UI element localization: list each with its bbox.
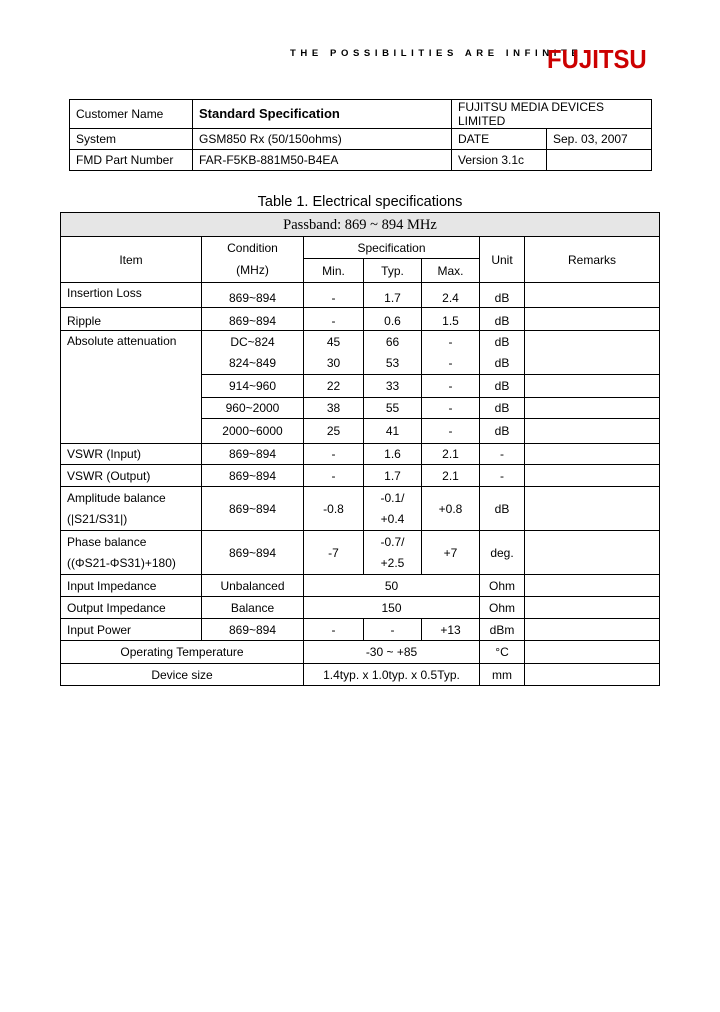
col-item: Item: [61, 237, 202, 283]
row-max: 2.1: [422, 465, 480, 487]
row-item: Ripple: [61, 308, 202, 331]
row-remarks: [525, 465, 660, 487]
table-row: [61, 575, 660, 597]
table-row: [61, 283, 660, 308]
row-remarks: [525, 419, 660, 444]
customer-value: Standard Specification: [193, 100, 452, 129]
row-remarks: [525, 664, 660, 686]
version: Version 3.1c: [452, 150, 547, 171]
row-min: 45: [304, 331, 364, 353]
row-remarks: [525, 641, 660, 664]
row-unit: Ohm: [480, 597, 525, 619]
row-remarks: [525, 308, 660, 331]
row-max: -: [422, 331, 480, 353]
row-condition: 869~894: [202, 465, 304, 487]
row-condition: 960~2000: [202, 398, 304, 419]
table-row: [61, 331, 660, 353]
row-unit: mm: [480, 664, 525, 686]
row-condition: 914~960: [202, 375, 304, 398]
row-remarks: [525, 444, 660, 465]
row-item: Absolute attenuation: [61, 331, 202, 444]
logo-text: FUJITSU: [547, 44, 647, 74]
row-value: 1.4typ. x 1.0typ. x 0.5Typ.: [304, 664, 480, 686]
row-unit: Ohm: [480, 575, 525, 597]
row-typ: 1.7: [364, 283, 422, 308]
col-condition: Condition: [202, 237, 304, 259]
row-condition: 2000~6000: [202, 419, 304, 444]
row-max: 1.5: [422, 308, 480, 331]
row-max: +13: [422, 619, 480, 641]
row-unit: -: [480, 444, 525, 465]
row-item-line1: Phase balance: [67, 535, 147, 549]
col-min: Min.: [304, 259, 364, 283]
customer-label: Customer Name: [70, 100, 193, 129]
table-row: [61, 308, 660, 331]
row-item: Device size: [61, 664, 304, 686]
row-typ: [364, 487, 422, 531]
fujitsu-logo: [547, 44, 647, 80]
row-typ: -: [364, 619, 422, 641]
table-row: [61, 487, 660, 531]
date-label: DATE: [452, 129, 547, 150]
row-remarks: [525, 283, 660, 308]
row-item-line1: Amplitude balance: [67, 491, 166, 505]
col-typ: Typ.: [364, 259, 422, 283]
row-min: 38: [304, 398, 364, 419]
row-remarks: [525, 487, 660, 531]
table-row: [61, 664, 660, 686]
row-typ-line1: -0.1/: [380, 491, 405, 505]
row-value: 150: [304, 597, 480, 619]
row-item: Output Impedance: [61, 597, 202, 619]
row-item: Operating Temperature: [61, 641, 304, 664]
row-item: Insertion Loss: [61, 283, 202, 308]
row-remarks: [525, 619, 660, 641]
row-unit: dB: [480, 308, 525, 331]
row-unit: dB: [480, 398, 525, 419]
row-unit: dB: [480, 353, 525, 375]
row-remarks: [525, 375, 660, 398]
part-number-value: FAR-F5KB-881M50-B4EA: [193, 150, 452, 171]
table-row: [61, 465, 660, 487]
row-min: -: [304, 308, 364, 331]
row-condition: 869~894: [202, 487, 304, 531]
system-label: System: [70, 129, 193, 150]
table-row: [61, 619, 660, 641]
row-remarks: [525, 331, 660, 375]
row-item: Input Impedance: [61, 575, 202, 597]
company-name: FUJITSU MEDIA DEVICES LIMITED: [452, 100, 652, 129]
row-remarks: [525, 597, 660, 619]
col-condition-unit: (MHz): [202, 259, 304, 283]
row-min: 25: [304, 419, 364, 444]
col-remarks: Remarks: [525, 237, 660, 283]
row-max: -: [422, 398, 480, 419]
row-typ-line2: +0.4: [380, 512, 405, 526]
row-min: -: [304, 283, 364, 308]
row-unit: dB: [480, 331, 525, 353]
electrical-spec-table: [60, 212, 660, 686]
row-unit: deg.: [480, 531, 525, 575]
row-unit: dBm: [480, 619, 525, 641]
row-typ: 66: [364, 331, 422, 353]
row-typ: 53: [364, 353, 422, 375]
row-typ: 41: [364, 419, 422, 444]
row-condition: Unbalanced: [202, 575, 304, 597]
row-max: -: [422, 419, 480, 444]
row-max: +7: [422, 531, 480, 575]
row-max: -: [422, 375, 480, 398]
row-min: 22: [304, 375, 364, 398]
table-row: [61, 444, 660, 465]
row-condition: DC~824: [202, 331, 304, 353]
row-typ-line2: +2.5: [380, 556, 405, 570]
row-item: VSWR (Output): [61, 465, 202, 487]
row-typ-line1: -0.7/: [380, 535, 405, 549]
row-typ: 55: [364, 398, 422, 419]
row-condition: 869~894: [202, 444, 304, 465]
row-item-line2: (|S21/S31|): [67, 512, 128, 526]
row-remarks: [525, 398, 660, 419]
table-title: Table 1. Electrical specifications: [257, 194, 463, 210]
row-value: 50: [304, 575, 480, 597]
col-unit: Unit: [480, 237, 525, 283]
row-unit: -: [480, 465, 525, 487]
row-typ: [364, 531, 422, 575]
row-item: [61, 531, 202, 575]
row-max: 2.1: [422, 444, 480, 465]
table-row: [61, 597, 660, 619]
row-unit: dB: [480, 283, 525, 308]
row-unit: °C: [480, 641, 525, 664]
row-remarks: [525, 531, 660, 575]
row-unit: dB: [480, 487, 525, 531]
document-header-table: [69, 99, 652, 171]
row-max: -: [422, 353, 480, 375]
row-min: -7: [304, 531, 364, 575]
date-value: Sep. 03, 2007: [547, 129, 652, 150]
row-min: -: [304, 465, 364, 487]
row-value: -30 ~ +85: [304, 641, 480, 664]
row-min: -: [304, 444, 364, 465]
row-item: [61, 487, 202, 531]
row-unit: dB: [480, 375, 525, 398]
row-remarks: [525, 575, 660, 597]
system-value: GSM850 Rx (50/150ohms): [193, 129, 452, 150]
row-item: Input Power: [61, 619, 202, 641]
table-row: [61, 531, 660, 575]
row-condition: 824~849: [202, 353, 304, 375]
passband-header: Passband: 869 ~ 894 MHz: [61, 213, 660, 237]
row-typ: 1.6: [364, 444, 422, 465]
row-max: 2.4: [422, 283, 480, 308]
col-specification: Specification: [304, 237, 480, 259]
tagline: THE POSSIBILITIES ARE INFINITE: [290, 48, 583, 59]
row-condition: 869~894: [202, 308, 304, 331]
row-typ: 1.7: [364, 465, 422, 487]
row-condition: 869~894: [202, 619, 304, 641]
row-item: VSWR (Input): [61, 444, 202, 465]
row-unit: dB: [480, 419, 525, 444]
row-condition: 869~894: [202, 283, 304, 308]
col-max: Max.: [422, 259, 480, 283]
part-number-label: FMD Part Number: [70, 150, 193, 171]
row-min: -: [304, 619, 364, 641]
row-typ: 33: [364, 375, 422, 398]
empty-cell: [547, 150, 652, 171]
row-min: 30: [304, 353, 364, 375]
row-item-line2: ((ΦS21-ΦS31)+180): [67, 556, 176, 570]
row-max: +0.8: [422, 487, 480, 531]
row-min: -0.8: [304, 487, 364, 531]
table-row: [61, 641, 660, 664]
row-condition: 869~894: [202, 531, 304, 575]
row-typ: 0.6: [364, 308, 422, 331]
row-condition: Balance: [202, 597, 304, 619]
